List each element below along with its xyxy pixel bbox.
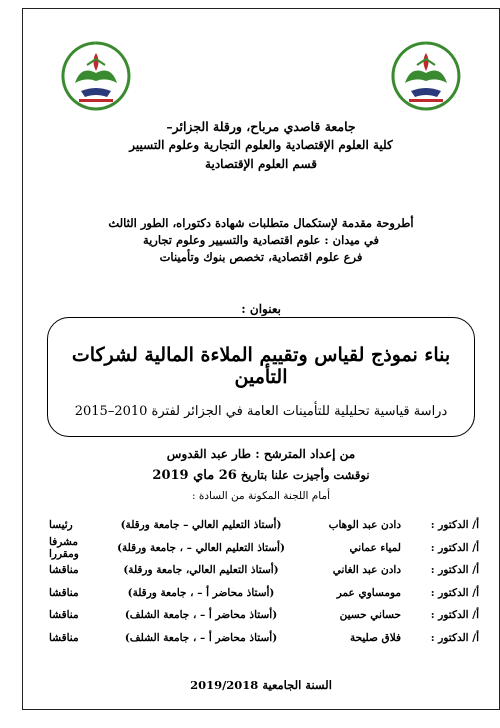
jury-row <box>43 627 479 650</box>
university-logo-left <box>51 31 141 121</box>
thesis-description <box>23 215 499 266</box>
jury-role: مشرفا ومقررا <box>49 535 79 560</box>
jury-row <box>43 604 479 627</box>
jury-intro: أمام اللجنة المكونة من السادة : <box>191 490 331 502</box>
jury-role: مناقشا <box>49 609 79 622</box>
thesis-subtitle: دراسة قياسية تحليلية للتأمينات العامة في الجزائر لفترة 2010–2015 <box>74 404 448 419</box>
jury-row <box>43 582 479 605</box>
academic-year: السنة الجامعية 2019/2018 <box>190 678 332 692</box>
jury-position: (أستاذ التعليم العالي – ، جامعة ورقلة) <box>117 541 285 554</box>
university-emblem-icon <box>51 31 141 121</box>
jury-role: مناقشا <box>49 631 79 644</box>
jury-rank: أ/ الدكتور : <box>430 541 479 554</box>
thesis-cover-page <box>22 8 500 710</box>
jury-role: مناقشا <box>49 564 79 577</box>
jury-name: دادن عبد الغاني <box>332 564 401 577</box>
jury-role: رئيسا <box>49 519 73 532</box>
jury-position: (أستاذ محاضر أ – ، جامعة ورقلة) <box>127 586 275 599</box>
defense-line <box>23 468 499 483</box>
university-name: جامعة قاصدي مرباح، ورقلة الجزائر– <box>166 119 356 134</box>
jury-name: فلاق صليحة <box>349 631 401 644</box>
jury-name: دادن عبد الوهاب <box>328 519 401 532</box>
jury-row <box>43 537 479 560</box>
thesis-specialty-line: فرع علوم اقتصادية، تخصص بنوك وتأمينات <box>159 250 363 264</box>
jury-role: مناقشا <box>49 586 79 599</box>
thesis-field-line: في ميدان : علوم اقتصادية والتسيير وعلوم تجارية <box>142 233 380 247</box>
jury-row <box>43 514 479 537</box>
jury-name: حساني حسين <box>339 609 401 622</box>
title-label: بعنوان : <box>241 302 281 316</box>
jury-row <box>43 559 479 582</box>
jury-list <box>43 514 479 649</box>
jury-rank: أ/ الدكتور : <box>430 564 479 577</box>
thesis-degree-line: أطروحة مقدمة لإستكمال متطلبات شهادة دكتوراه، الطور الثالث <box>108 216 414 230</box>
jury-position: (أستاذ محاضر أ – ، جامعة الشلف) <box>124 609 278 622</box>
jury-rank: أ/ الدكتور : <box>430 631 479 644</box>
jury-rank: أ/ الدكتور : <box>430 519 479 532</box>
jury-position: (أستاذ التعليم العالي – جامعة ورقلة) <box>120 519 282 532</box>
jury-position: (أستاذ محاضر أ – ، جامعة الشلف) <box>124 631 278 644</box>
institution-header <box>23 117 499 174</box>
thesis-title: بناء نموذج لقياس وتقييم الملاءة المالية لشركات التأمين <box>71 344 451 388</box>
title-box <box>47 317 475 437</box>
defense-text: نوقشت وأجيزت علنا بتاريخ <box>240 468 370 482</box>
department-name: قسم العلوم الإقتصادية <box>205 157 317 171</box>
faculty-name: كلية العلوم الإقتصادية والعلوم التجارية وعلوم التسيير <box>129 138 393 152</box>
jury-rank: أ/ الدكتور : <box>430 586 479 599</box>
jury-name: لمياء عماني <box>349 541 401 554</box>
university-emblem-icon <box>381 31 471 121</box>
defense-date: 26 ماي 2019 <box>152 468 237 483</box>
jury-rank: أ/ الدكتور : <box>430 609 479 622</box>
university-logo-right <box>381 31 471 121</box>
jury-name: مومساوي عمر <box>336 586 401 599</box>
jury-position: (أستاذ التعليم العالي، جامعة ورقلة) <box>123 564 279 577</box>
candidate-line: من إعداد المترشح : طار عبد القدوس <box>166 447 356 461</box>
